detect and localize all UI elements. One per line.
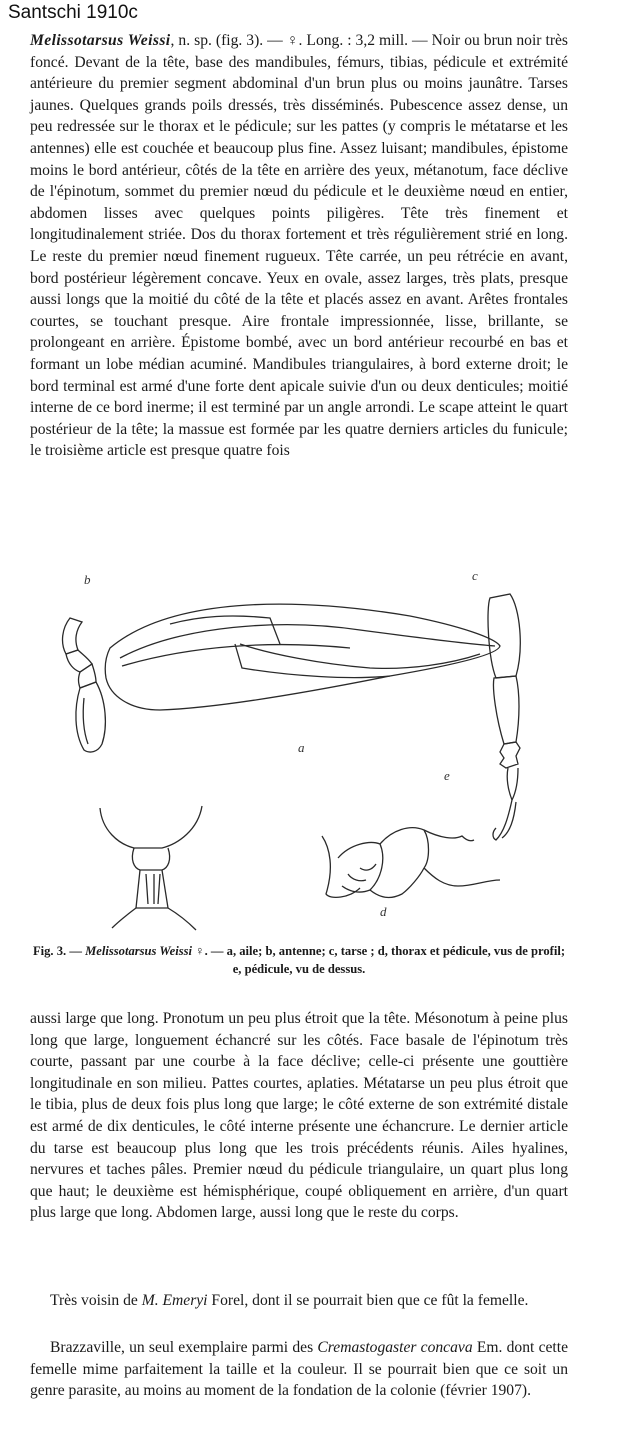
- figure-label-c: c: [472, 568, 478, 583]
- figure-label-e: e: [444, 768, 450, 783]
- figure-label-b: b: [84, 572, 91, 587]
- wing-drawing: [105, 604, 500, 710]
- locality-species: Cremastogaster concava: [317, 1339, 473, 1356]
- antenna-drawing: [63, 618, 106, 752]
- comparison-after: Forel, dont il se pourrait bien que ce fût la femelle.: [207, 1292, 529, 1309]
- locality-paragraph: [30, 1337, 568, 1402]
- caption-lead: Fig. 3. —: [32, 944, 86, 958]
- comparison-before: Très voisin de: [50, 1292, 142, 1309]
- description-paragraph: [30, 30, 568, 462]
- thorax-profile-drawing: [322, 828, 500, 898]
- figure-3: [30, 568, 570, 938]
- locality-after: Em. dont cette femelle mime parfaitement la taille et la couleur. Il se pourrait bien que ce soit un genre parasite, au moins au moment de la fondation de la colonie (février 1907).: [30, 1339, 569, 1400]
- description-intro: , n. sp. (fig. 3). — ♀. Long. : 3,2 mill. —: [170, 32, 432, 49]
- caption-species: Melissotarsus Weissi ♀: [85, 944, 205, 958]
- caption-rest: . — a, aile; b, antenne; c, tarse ; d, thorax et pédicule, vus de profil; e, pédicule, vu de dessus.: [204, 944, 566, 976]
- petiole-dorsal-drawing: [100, 806, 202, 930]
- continuation-paragraph: aussi large que long. Pronotum un peu plus étroit que la tête. Mésonotum à peine plus long que large, longuement échancré sur les côtés. Face basale de l'épinotum très courte, passant par une courbe à la face déclive; celle-ci présente une gouttière longitudinale en son milieu. Pattes courtes, aplaties. Métatarse un peu plus étroit que le tibia, plus de deux fois plus long que large; le côté externe de son extrémité distale est armé de dix denticules, le côté interne présente une échancrure. Le dernier article du tarse est beaucoup plus long que les trois précédents réunis. Ailes hyalines, nervures et taches pâles. Premier nœud du pédicule triangulaire, un quart plus long que haut; le deuxième est hémisphérique, coupé obliquement en arrière, d'un quart plus large que long. Abdomen large, aussi long que le reste du corps.: [30, 1010, 568, 1222]
- figure-label-a: a: [298, 740, 305, 755]
- tarsus-drawing: [488, 594, 520, 840]
- species-name: Melissotarsus Weissi: [30, 32, 171, 49]
- comparison-species: M. Emeryi: [141, 1292, 208, 1309]
- description-body: Noir ou brun noir très foncé. Devant de la tête, base des mandibules, fémurs, tibias, pédicule et extrémité antérieure du premier segment abdominal d'un brun plus ou moins jaunâtre. Tarses jaunes. Quelques grands poils dressés, très disséminés. Pubescence assez dense, un peu redressée sur le thorax et le pédicule; sur les pattes (y compris le métatarse et les antennes) elle est couchée et beaucoup plus fine. Assez luisant; mandibules, épistome moins le bord antérieur, côtés de la tête en arrière des yeux, métanotum, face déclive de l'épinotum, sommet du premier nœud du pédicule et le deuxième nœud en entier, abdomen lisses avec quelques points piligères. Tête très finement et longitudinalement striée. Dos du thorax fortement et très régulièrement strié en long. Le reste du premier nœud finement rugueux. Tête carrée, un peu rétrécie en avant, bord postérieur légèrement concave. Yeux en ovale, assez larges, très plats, presque aussi longs que la moitié du côté de la tête et placés assez en avant. Arêtes frontales courtes, se touchant presque. Aire frontale impressionnée, lisse, brillante, se prolongeant en arrière. Épistome bombé, avec un bord antérieur recourbé en bas et formant un lobe médian acuminé. Mandibules triangulaires, à bord externe droit; le bord terminal est armé d'une forte dent apicale suivie d'un ou deux denticules; moitié interne de ce bord inerme; il est terminé par un angle arrondi. Le scape atteint le quart postérieur de la tête; la massue est formée par les quatre derniers articles du funicule; le troisième article est presque quatre fois: [30, 32, 568, 460]
- figure-label-d: d: [380, 904, 387, 919]
- comparison-paragraph: [30, 1290, 568, 1312]
- locality-before: Brazzaville, un seul exemplaire parmi des: [50, 1339, 318, 1356]
- figure-caption: [30, 942, 568, 978]
- page-header: Santschi 1910c: [8, 2, 138, 23]
